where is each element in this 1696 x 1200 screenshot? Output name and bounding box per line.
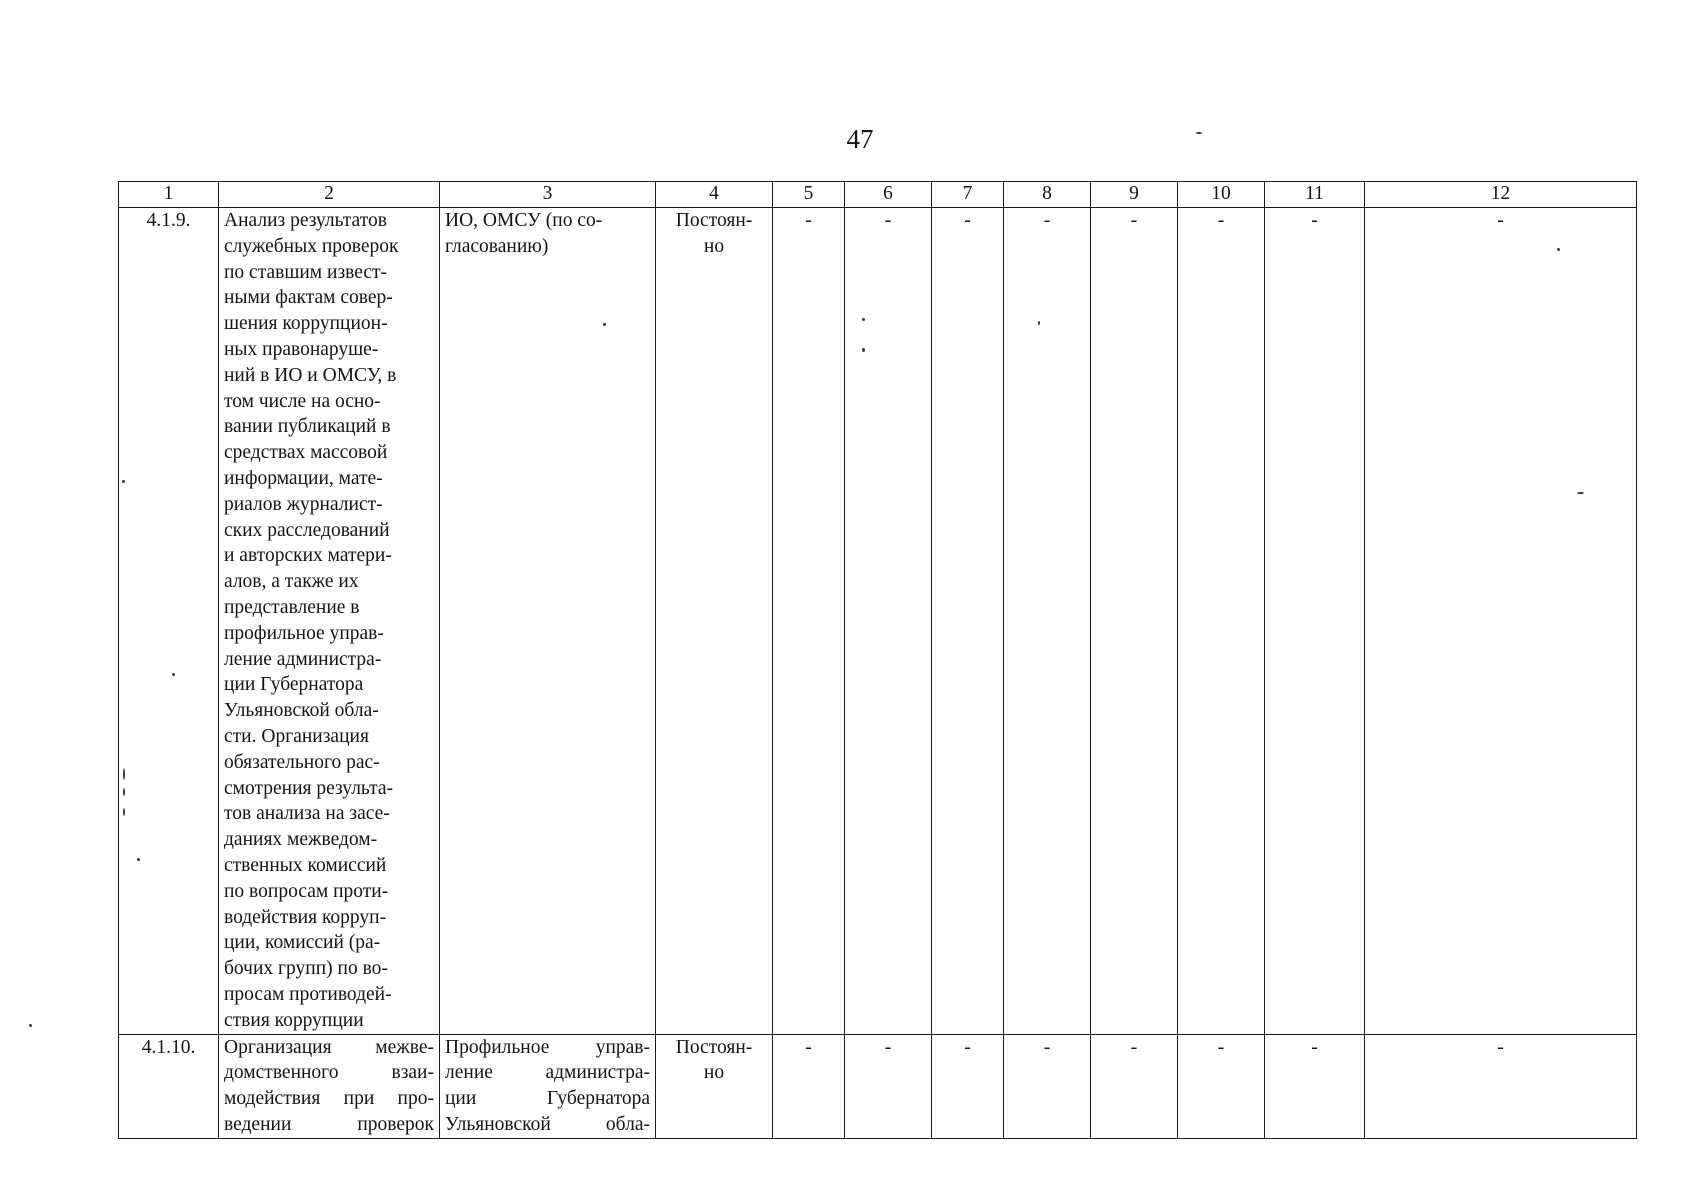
value-cell: -	[1091, 208, 1178, 1035]
item-description: Организация межве- домственного взаи- модействия при про- ведении проверок	[219, 1034, 440, 1138]
scan-speck	[603, 323, 606, 326]
scan-speck	[172, 673, 175, 676]
value-cell: -	[1265, 208, 1365, 1035]
scan-speck	[29, 1024, 32, 1027]
item-executor: Профильное управ- ление администра- ции Губернатора Ульяновской обла-	[440, 1034, 656, 1138]
value-cell: -	[1365, 208, 1637, 1035]
col-header-8: 8	[1004, 182, 1091, 208]
value-cell: -	[1091, 1034, 1178, 1138]
value-cell: -	[932, 208, 1004, 1035]
page-number: 47	[846, 124, 874, 154]
col-header-6: 6	[845, 182, 932, 208]
plan-table	[118, 181, 1637, 1139]
col-header-1: 1	[119, 182, 219, 208]
scan-speck	[1577, 492, 1584, 494]
value-cell: -	[845, 1034, 932, 1138]
col-header-3: 3	[440, 182, 656, 208]
col-header-7: 7	[932, 182, 1004, 208]
col-header-2: 2	[219, 182, 440, 208]
scan-speck	[862, 348, 865, 352]
value-cell: -	[1178, 1034, 1265, 1138]
item-period: Постоян- но	[656, 1034, 773, 1138]
header-row	[119, 182, 1637, 208]
value-cell: -	[1178, 208, 1265, 1035]
item-number: 4.1.9.	[119, 208, 219, 1035]
value-cell: -	[1004, 1034, 1091, 1138]
scan-speck	[123, 788, 125, 796]
item-period: Постоян- но	[656, 208, 773, 1035]
col-header-5: 5	[773, 182, 845, 208]
scan-speck	[1196, 132, 1202, 134]
scan-speck	[123, 808, 125, 816]
col-header-10: 10	[1178, 182, 1265, 208]
scan-speck	[137, 858, 140, 861]
col-header-12: 12	[1365, 182, 1637, 208]
table-row	[119, 1034, 1637, 1138]
scan-speck	[1038, 321, 1040, 325]
value-cell: -	[773, 208, 845, 1035]
scan-speck	[1557, 248, 1560, 251]
item-description: Анализ результатов служебных проверок по ставшим извест- ными фактам совер- шения коррупцион- ных правонаруше- ний в ИО и ОМСУ, в том числе на осно- вании публикаций в средствах массовой информации, мате- риалов журналист- ских расследований и авторских матери- алов, а также их представление в профильное управ- ление администра- ции Губернатора Ульяновской обла- сти. Организация обязательного рас- смотрения результа- тов анализа на засе- даниях межведом- ственных комиссий по вопросам проти- водействия корруп- ции, комиссий (ра- бочих групп) по во- просам противодей- ствия коррупции	[219, 208, 440, 1035]
value-cell: -	[1365, 1034, 1637, 1138]
value-cell: -	[845, 208, 932, 1035]
value-cell: -	[1265, 1034, 1365, 1138]
value-cell: -	[932, 1034, 1004, 1138]
table-row	[119, 208, 1637, 1035]
scan-speck	[862, 318, 865, 321]
item-executor: ИО, ОМСУ (по со- гласованию)	[440, 208, 656, 1035]
col-header-11: 11	[1265, 182, 1365, 208]
value-cell: -	[1004, 208, 1091, 1035]
col-header-9: 9	[1091, 182, 1178, 208]
col-header-4: 4	[656, 182, 773, 208]
scan-speck	[123, 768, 125, 780]
value-cell: -	[773, 1034, 845, 1138]
item-number: 4.1.10.	[119, 1034, 219, 1138]
scan-speck	[122, 480, 125, 483]
